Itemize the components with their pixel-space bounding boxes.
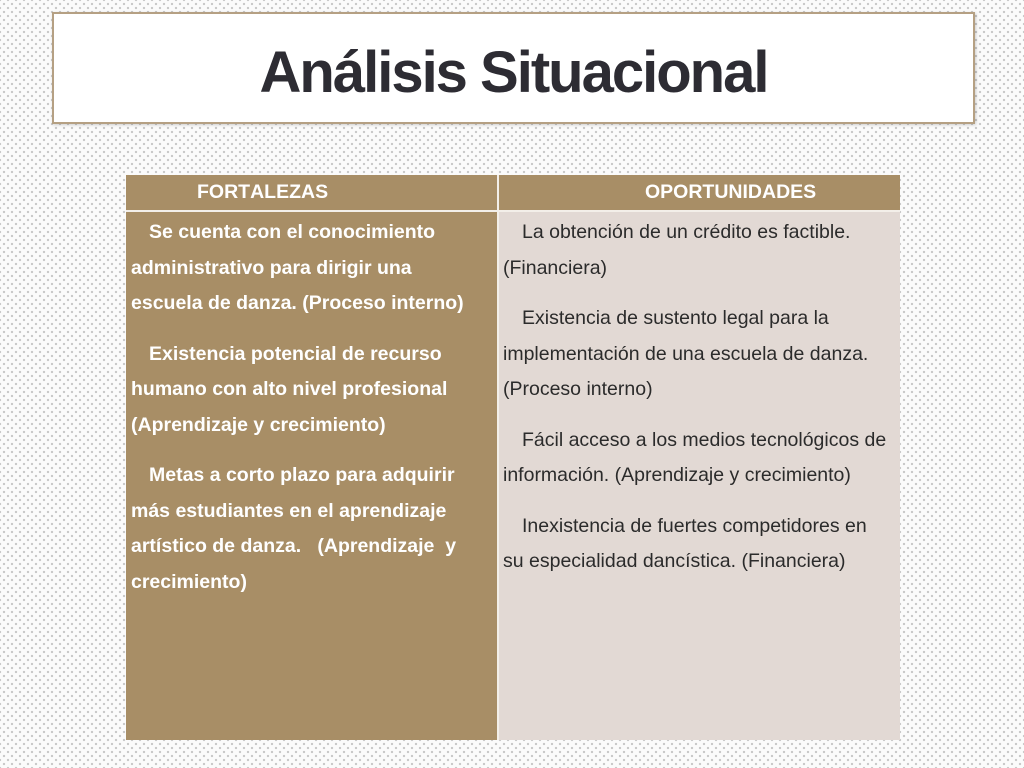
fortaleza-item: Metas a corto plazo para adquirir más estudiantes en el aprendizaje artístico de danza. (Aprendizaje y crecimiento)	[131, 464, 462, 593]
header-fortalezas: FORTALEZAS	[126, 175, 497, 210]
oportunidad-item: Existencia de sustento legal para la implementación de una escuela de danza. (Proceso interno)	[503, 306, 874, 401]
situational-analysis-table	[126, 175, 900, 740]
fortaleza-item: Existencia potencial de recurso humano con alto nivel profesional (Aprendizaje y crecimiento)	[131, 342, 453, 436]
header-oportunidades: OPORTUNIDADES	[499, 175, 900, 210]
oportunidad-item: Fácil acceso a los medios tecnológicos de información. (Aprendizaje y crecimiento)	[503, 428, 892, 487]
slide-title: Análisis Situacional	[259, 40, 768, 105]
cell-oportunidades	[499, 212, 900, 740]
title-box	[52, 12, 975, 124]
cell-fortalezas	[126, 212, 497, 740]
oportunidad-item: La obtención de un crédito es factible. (Financiera)	[503, 221, 856, 279]
fortaleza-item: Se cuenta con el conocimiento administrativo para dirigir una escuela de danza. (Proceso interno)	[131, 221, 464, 315]
oportunidad-item: Inexistencia de fuertes competidores en su especialidad dancística. (Financiera)	[503, 514, 873, 573]
